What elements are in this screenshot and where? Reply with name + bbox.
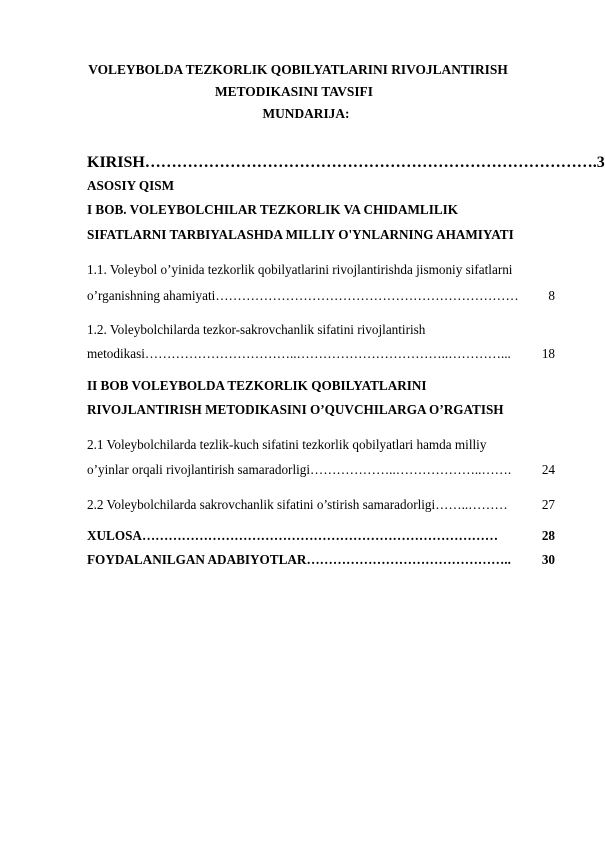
toc-entry-1-1	[87, 288, 555, 304]
toc-section-2-1-line-1: 2.1 Voleybolchilarda tezlik-kuch sifatini tezkorlik qobilyatlari hamda milliy	[87, 437, 487, 452]
toc-entry-title: KIRISH	[87, 154, 145, 171]
title-line-2: METODIKASINI TAVSIFI	[215, 84, 373, 99]
toc-asosiy-qism: ASOSIY QISM	[87, 178, 175, 193]
toc-leader-dots: ……………………………………………………………	[215, 288, 519, 303]
toc-page-number: 8	[548, 288, 555, 303]
toc-leader-dots: ………………………………………………………………………	[141, 528, 499, 543]
contents-heading: MUNDARIJA:	[262, 106, 350, 121]
toc-page-number: 18	[541, 346, 555, 361]
toc-page-number: 24	[541, 462, 555, 477]
toc-entry-title: XULOSA	[87, 528, 142, 543]
toc-entry-title: metodikasi	[87, 346, 145, 361]
toc-leader-dots: ……..………	[435, 497, 508, 512]
toc-leader-dots: ………………..………………..…….	[310, 462, 512, 477]
toc-entry-kirish	[87, 154, 605, 172]
toc-entry-foydalanilgan-adabiyotlar	[87, 552, 555, 568]
toc-page-number: 3	[596, 154, 605, 171]
toc-entry-1-2	[87, 346, 555, 362]
toc-entry-title: o’rganishning ahamiyati	[87, 288, 216, 303]
toc-bob1-line-1: I BOB. VOLEYBOLCHILAR TEZKORLIK VA CHIDAMLILIK	[87, 202, 459, 217]
toc-leader-dots: ………………………………………..	[306, 552, 511, 567]
toc-entry-2-1	[87, 462, 555, 478]
toc-leader-dots: ………………………………………………………………………….	[144, 154, 597, 171]
toc-entry-title: 2.2 Voleybolchilarda sakrovchanlik sifatini o’stirish samaradorligi	[87, 497, 436, 512]
toc-page-number: 28	[541, 528, 555, 543]
title-line-1: VOLEYBOLDA TEZKORLIK QOBILYATLARINI RIVOJLANTIRISH	[88, 62, 508, 77]
toc-bob1-line-2: SIFATLARNI TARBIYALASHDA MILLIY O'YNLARNING AHAMIYATI	[87, 227, 514, 242]
toc-section-1-2-line-1: 1.2. Voleybolchilarda tezkor-sakrovchanlik sifatini rivojlantirish	[87, 322, 426, 337]
toc-entry-2-2	[87, 497, 555, 513]
toc-page-number: 27	[541, 497, 555, 512]
toc-page-number: 30	[541, 552, 555, 567]
toc-bob2-line-2: RIVOJLANTIRISH METODIKASINI O’QUVCHILARGA O’RGATISH	[87, 402, 504, 417]
toc-leader-dots: ……………………………..……………………………..…………...	[144, 346, 511, 361]
toc-entry-xulosa	[87, 528, 555, 544]
toc-bob2-line-1: II BOB VOLEYBOLDA TEZKORLIK QOBILYATLARINI	[87, 378, 427, 393]
toc-entry-title: o’yinlar orqali rivojlantirish samaradorligi	[87, 462, 311, 477]
toc-entry-title: FOYDALANILGAN ADABIYOTLAR	[87, 552, 307, 567]
toc-section-1-1-line-1: 1.1. Voleybol o’yinida tezkorlik qobilyatlarini rivojlantirishda jismoniy sifatlarni	[87, 262, 513, 277]
